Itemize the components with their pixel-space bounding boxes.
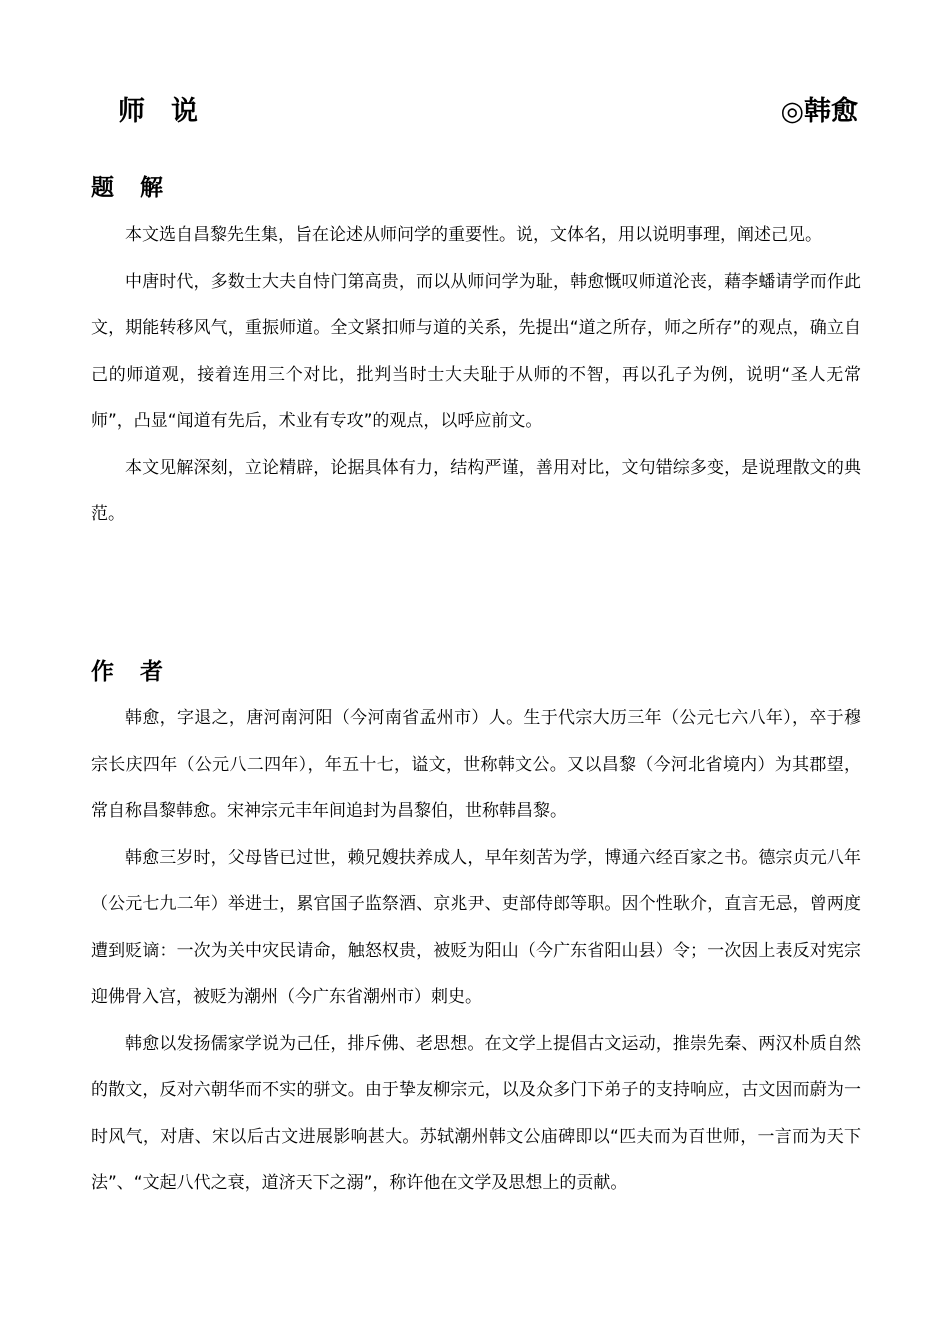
section-heading-tijie: 题解 (91, 175, 189, 201)
paragraph: 韩愈，字退之，唐河南河阳（今河南省孟州市）人。生于代宗大历三年（公元七六八年），卒于穆宗长庆四年（公元八二四年），年五十七，谥文，世称韩文公。又以昌黎（今河北省境内）为其郡望，常自称昌黎韩愈。宋神宗元丰年间追封为昌黎伯，世称韩昌黎。 (91, 708, 861, 821)
paragraph: 韩愈以发扬儒家学说为己任，排斥佛、老思想。在文学上提倡古文运动，推崇先秦、两汉朴质自然的散文，反对六朝华而不实的骈文。由于挚友柳宗元，以及众多门下弟子的支持响应，古文因而蔚为一时风气，对唐、宋以后古文进展影响甚大。苏轼潮州韩文公庙碑即以“匹夫而为百世师，一言而为天下法”、“文起八代之衰，道济天下之溺”，称许他在文学及思想上的贡献。 (91, 1033, 861, 1193)
title-row (92, 92, 858, 136)
section-body-tijie (91, 212, 861, 538)
document-author: ◎韩愈 (780, 96, 858, 127)
paragraph: 本文选自昌黎先生集，旨在论述从师问学的重要性。说，文体名，用以说明事理，阐述己见。 (125, 225, 822, 245)
paragraph: 韩愈三岁时，父母皆已过世，赖兄嫂扶养成人，早年刻苦为学，博通六经百家之书。德宗贞元八年（公元七九二年）举进士，累官国子监祭酒、京兆尹、吏部侍郎等职。因个性耿介，直言无忌，曾两度遭到贬谪：一次为关中灾民请命，触怒权贵，被贬为阳山（今广东省阳山县）令；一次因上表反对宪宗迎佛骨入宫，被贬为潮州（今广东省潮州市）刺史。 (91, 847, 861, 1007)
document-title: 师说 (118, 96, 224, 127)
paragraph: 中唐时代，多数士大夫自恃门第高贵，而以从师问学为耻，韩愈慨叹师道沦丧，藉李蟠请学而作此文，期能转移风气，重振师道。全文紧扣师与道的关系，先提出“道之所存，师之所存”的观点，确立自己的师道观，接着连用三个对比，批判当时士大夫耻于从师的不智，再以孔子为例，说明“圣人无常师”，凸显“闻道有先后，术业有专攻”的观点，以呼应前文。 (91, 271, 861, 431)
section-heading-zuozhe: 作者 (91, 659, 189, 685)
paragraph: 本文见解深刻，立论精辟，论据具体有力，结构严谨，善用对比，文句错综多变，是说理散文的典范。 (91, 457, 861, 524)
section-body-zuozhe (91, 695, 861, 1207)
